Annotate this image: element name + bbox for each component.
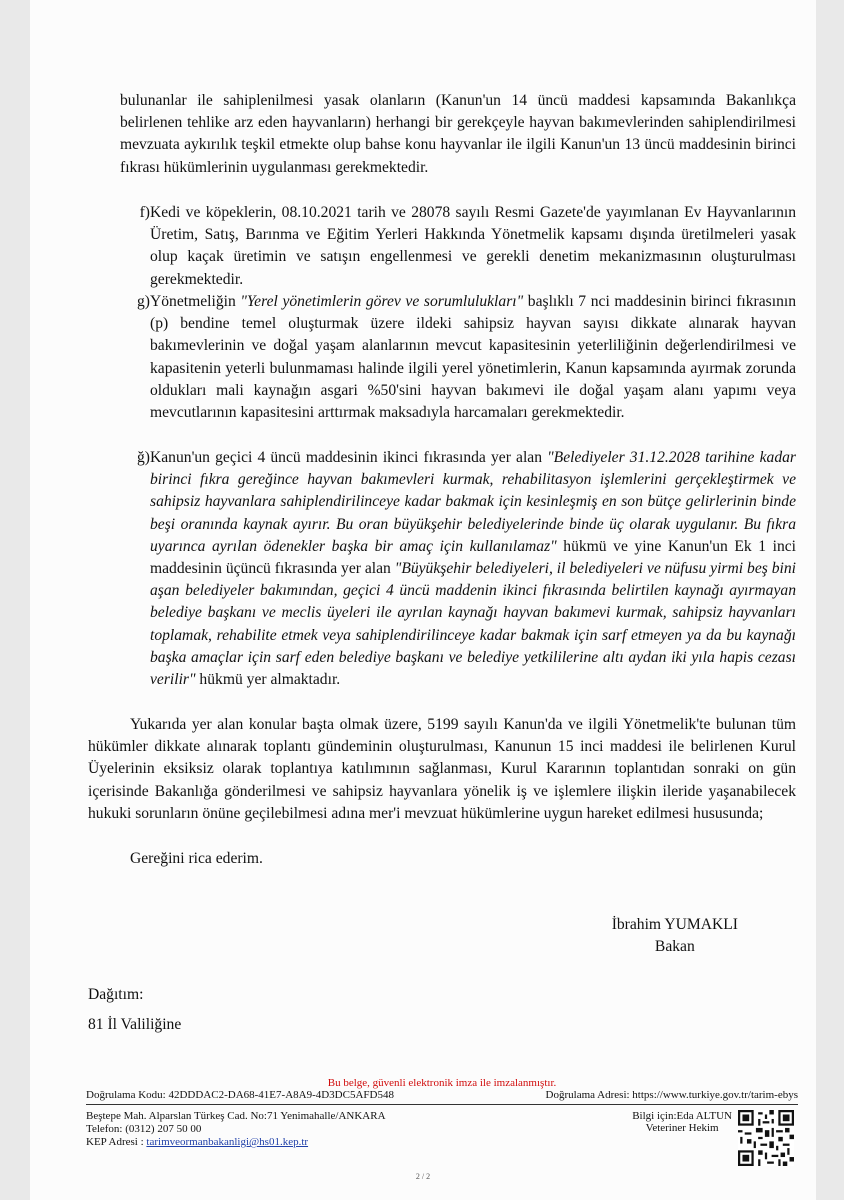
intro-paragraph: bulunanlar ile sahiplenilmesi yasak olanların (Kanun'un 14 üncü maddesi kapsamında Bakanlıkça belirlenen tehlike arz eden hayvanların) herhangi bir gerekçeyle hayvan bakımevlerinden sahiplendirilmesi mevzuata aykırılık teşkil etmekte olup bahse konu hayvanlar ile ilgili Kanun'un 13 üncü maddesinin birinci fıkrası hükümlerinin uygulanması gerekmektedir. <box>120 92 796 176</box>
esign-notice: Bu belge, güvenli elektronik imza ile imzalanmıştır. <box>327 1077 557 1089</box>
item-g-letter: g) <box>137 293 150 310</box>
signature-block <box>612 914 738 958</box>
qr-code <box>738 1110 794 1166</box>
distribution-label: Dağıtım: <box>88 986 144 1003</box>
request-line: Gereğini rica ederim. <box>130 850 263 867</box>
kep-label: KEP Adresi : <box>86 1136 147 1148</box>
verification-address: Doğrulama Adresi: https://www.turkiye.gov.tr/tarim-ebys <box>545 1089 798 1101</box>
document-page <box>30 0 816 1200</box>
item-f-text: Kedi ve köpeklerin, 08.10.2021 tarih ve 28078 sayılı Resmi Gazete'de yayımlanan Ev Hayvanlarının Üretim, Satış, Barınma ve Eğitim Yerleri Hakkında Yönetmelik kapsamı dışında üretilmeleri yasak olup kaçak üretimin ve satışın engellenmesi ve gerekli denetim mekanizmasının oluşturulması gerekmektedir. <box>150 204 796 288</box>
info-for: Bilgi için:Eda ALTUN <box>632 1110 732 1122</box>
item-gh <box>120 447 796 691</box>
footer-kep <box>86 1136 798 1148</box>
signatory-title: Bakan <box>654 938 695 955</box>
item-gh-letter: ğ) <box>137 449 150 466</box>
item-gh-italic-2: "Büyükşehir belediyeleri, il belediyeleri ve nüfusu yirmi beş bini aşan belediyeler bakımından, geçici 4 üncü maddenin ikinci fıkrasında belirtilen kaynağı ayırmayan belediye başkanı ve meclis üyeleri ile ayrılan kaynağı hayvan bakımevi kurmak, sahipsiz hayvanları toplamak, rehabilite etmek veya sahiplendirilinceye kadar bakmak için sarf etmeyen ya da bu kaynağı başka amaçlar için sarf eden belediye başkanı ve belediye yetkililerine altı aydan iki yıla hapis cezası verilir" <box>150 560 796 689</box>
contact-info <box>632 1110 732 1134</box>
kep-address-link[interactable]: tarimveormanbakanligi@hs01.kep.tr <box>146 1136 309 1148</box>
footer-phone: Telefon: (0312) 207 50 00 <box>86 1123 202 1135</box>
item-g-italic: "Yerel yönetimlerin görev ve sorumlulukları" <box>240 293 524 310</box>
item-g-text <box>150 291 796 424</box>
signatory-name: İbrahim YUMAKLI <box>611 916 738 933</box>
item-f-letter: f) <box>139 204 150 221</box>
item-gh-pre: Kanun'un geçici 4 üncü maddesinin ikinci fıkrasında yer alan <box>150 449 548 466</box>
closing-paragraph: Yukarıda yer alan konular başta olmak üzere, 5199 sayılı Kanun'da ve ilgili Yönetmelik'te bulunan tüm hükümler dikkate alınarak toplantı gündeminin oluşturulması, Kanunun 15 inci maddesi ile belirlenen Kurul Üyelerinin eksiksiz olarak toplantıya katılımının sağlanması, Kurul Kararının toplantıdan sonraki on gün içerisinde Bakanlığa gönderilmesi ve sahipsiz hayvanlara yönelik iş ve işlemlere ilişkin ileride yaşanabilecek hukuki sorunların önüne geçilebilmesi adına mer'i mevzuat hükümlerine uygun hareket edilmesi hususunda; <box>88 716 796 822</box>
page-number: 2 / 2 <box>415 1172 431 1181</box>
item-gh-post: hükmü yer almaktadır. <box>195 671 341 689</box>
distribution-recipient: 81 İl Valiliğine <box>88 1016 182 1033</box>
item-gh-text <box>150 447 796 691</box>
item-g-post: başlıklı 7 nci maddesinin birinci fıkrasının (p) bendine temel oluşturmak üzere ildeki sahipsiz hayvan sayısı dikkate alınarak hayvan bakımevlerinin ve doğal yaşam alanlarının mevcut kapasitesinin yeterliliğinin değerlendirilmesi ve kapasitenin yeterli bulunmaması halinde ilgili yerel yönetimlerin, Kanun kapsamında ayırmak zorunda oldukları mali kaynağın asgari %50'sini hayvan bakımevi ile doğal yaşam alanı yapımı veya mevcutlarının kapasitesini arttırmak maksadıyla harcamaları gerekmektedir. <box>150 293 796 422</box>
item-g <box>120 291 796 424</box>
item-f <box>120 202 796 291</box>
verification-code: Doğrulama Kodu: 42DDDAC2-DA68-41E7-A8A9-4D3DC5AFD548 <box>86 1089 394 1101</box>
item-gh-italic-1: "Belediyeler 31.12.2028 tarihine kadar birinci fıkra gereğince hayvan bakımevleri kurmak, rehabilitasyon işlemlerini gerçekleştirmek ve sahipsiz hayvanlara sahiplendirilinceye kadar bakmak için kesinleşmiş en son bütçe gelirlerinin binde beşi oranında kaynak ayırır. Bu oran büyükşehir belediyelerinde binde üç olarak uygulanır. Bu fıkra uyarınca ayrılan ödenekler başka bir amaç için kullanılamaz" <box>150 449 796 555</box>
info-title: Veteriner Hekim <box>645 1122 719 1134</box>
item-gh-mid: hükmü ve yine Kanun'un Ek 1 inci maddesinin üçüncü fıkrasında yer alan <box>150 537 796 578</box>
item-g-pre: Yönetmeliğin <box>150 293 241 310</box>
verification-row <box>86 1089 798 1105</box>
footer-address: Beştepe Mah. Alparslan Türkeş Cad. No:71 Yenimahalle/ANKARA <box>86 1110 386 1122</box>
